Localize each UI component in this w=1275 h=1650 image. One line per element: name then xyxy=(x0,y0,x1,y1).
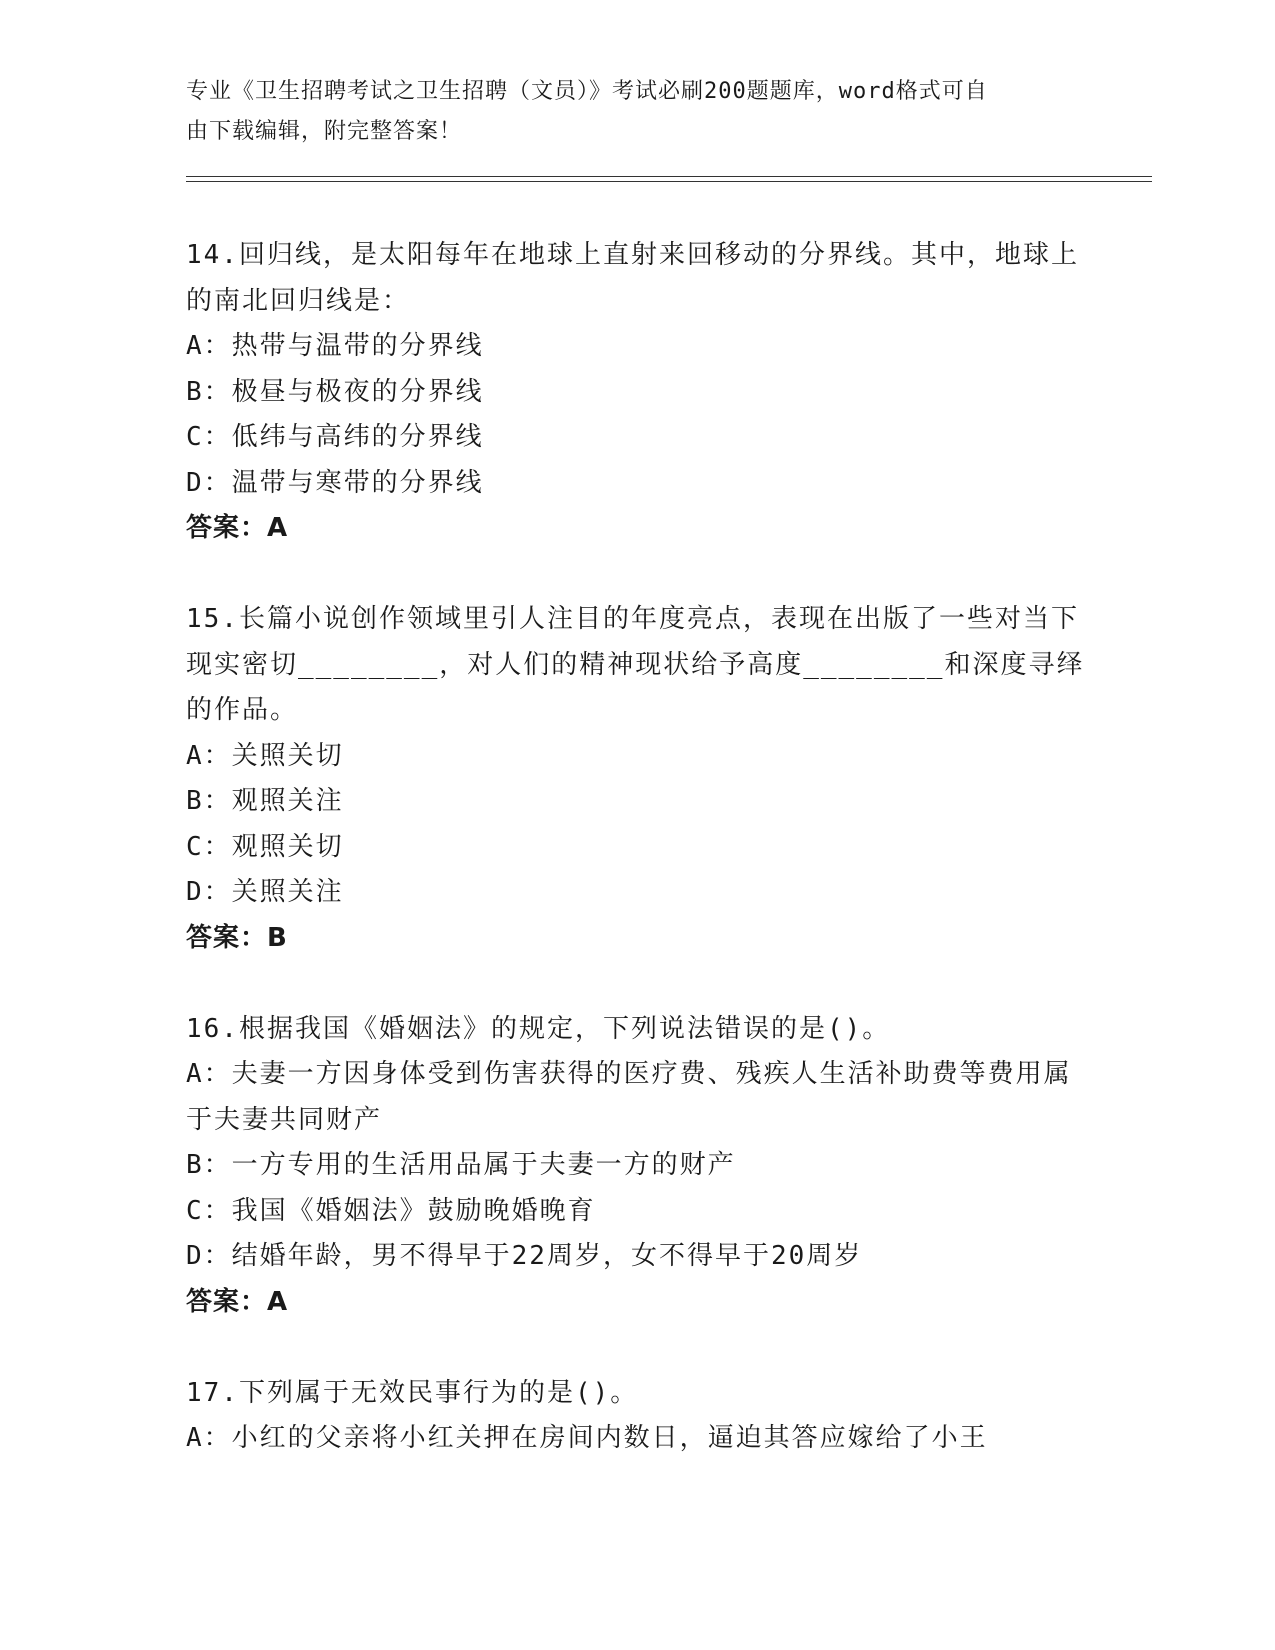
question-16 xyxy=(186,1007,1086,1326)
option-c: C：我国《婚姻法》鼓励晚婚晚育 xyxy=(186,1195,596,1226)
header-divider-top xyxy=(186,176,1152,177)
option-a: A：小红的父亲将小红关押在房间内数日，逼迫其答应嫁给了小王 xyxy=(186,1423,988,1453)
answer-label: 答案：B xyxy=(186,922,288,953)
option-c: C：低纬与高纬的分界线 xyxy=(186,422,484,452)
option-a: A：关照关切 xyxy=(186,740,344,771)
question-14 xyxy=(186,233,1086,552)
question-17 xyxy=(186,1371,1086,1462)
option-a: A：热带与温带的分界线 xyxy=(186,331,484,361)
option-b: B：极昼与极夜的分界线 xyxy=(186,376,484,407)
option-a: A：夫妻一方因身体受到伤害获得的医疗费、残疾人生活补助费等费用属于夫妻共同财产 xyxy=(186,1059,1072,1135)
question-15 xyxy=(186,597,1086,961)
question-text: 16.根据我国《婚姻法》的规定，下列说法错误的是()。 xyxy=(186,1013,891,1044)
option-b: B：一方专用的生活用品属于夫妻一方的财产 xyxy=(186,1150,736,1180)
question-text: 17.下列属于无效民事行为的是()。 xyxy=(186,1377,639,1408)
question-list xyxy=(186,233,1086,1507)
option-c: C：观照关切 xyxy=(186,831,344,862)
option-d: D：结婚年龄，男不得早于22周岁，女不得早于20周岁 xyxy=(186,1241,863,1271)
question-text: 15.长篇小说创作领域里引人注目的年度亮点，表现在出版了一些对当下现实密切________，对人们的精神现状给予高度________和深度寻绎的作品。 xyxy=(186,604,1085,725)
header-line-2: 由下载编辑，附完整答案！ xyxy=(186,119,463,144)
answer-label: 答案：A xyxy=(186,513,289,543)
document-header xyxy=(186,72,1066,152)
option-d: D：温带与寒带的分界线 xyxy=(186,467,484,498)
header-divider-bottom xyxy=(186,181,1152,182)
answer-label: 答案：A xyxy=(186,1286,289,1317)
header-line-1: 专业《卫生招聘考试之卫生招聘（文员）》考试必刷200题题库，word格式可自 xyxy=(186,79,988,104)
option-d: D：关照关注 xyxy=(186,877,344,907)
option-b: B：观照关注 xyxy=(186,786,344,816)
question-text: 14.回归线，是太阳每年在地球上直射来回移动的分界线。其中，地球上的南北回归线是： xyxy=(186,240,1079,316)
